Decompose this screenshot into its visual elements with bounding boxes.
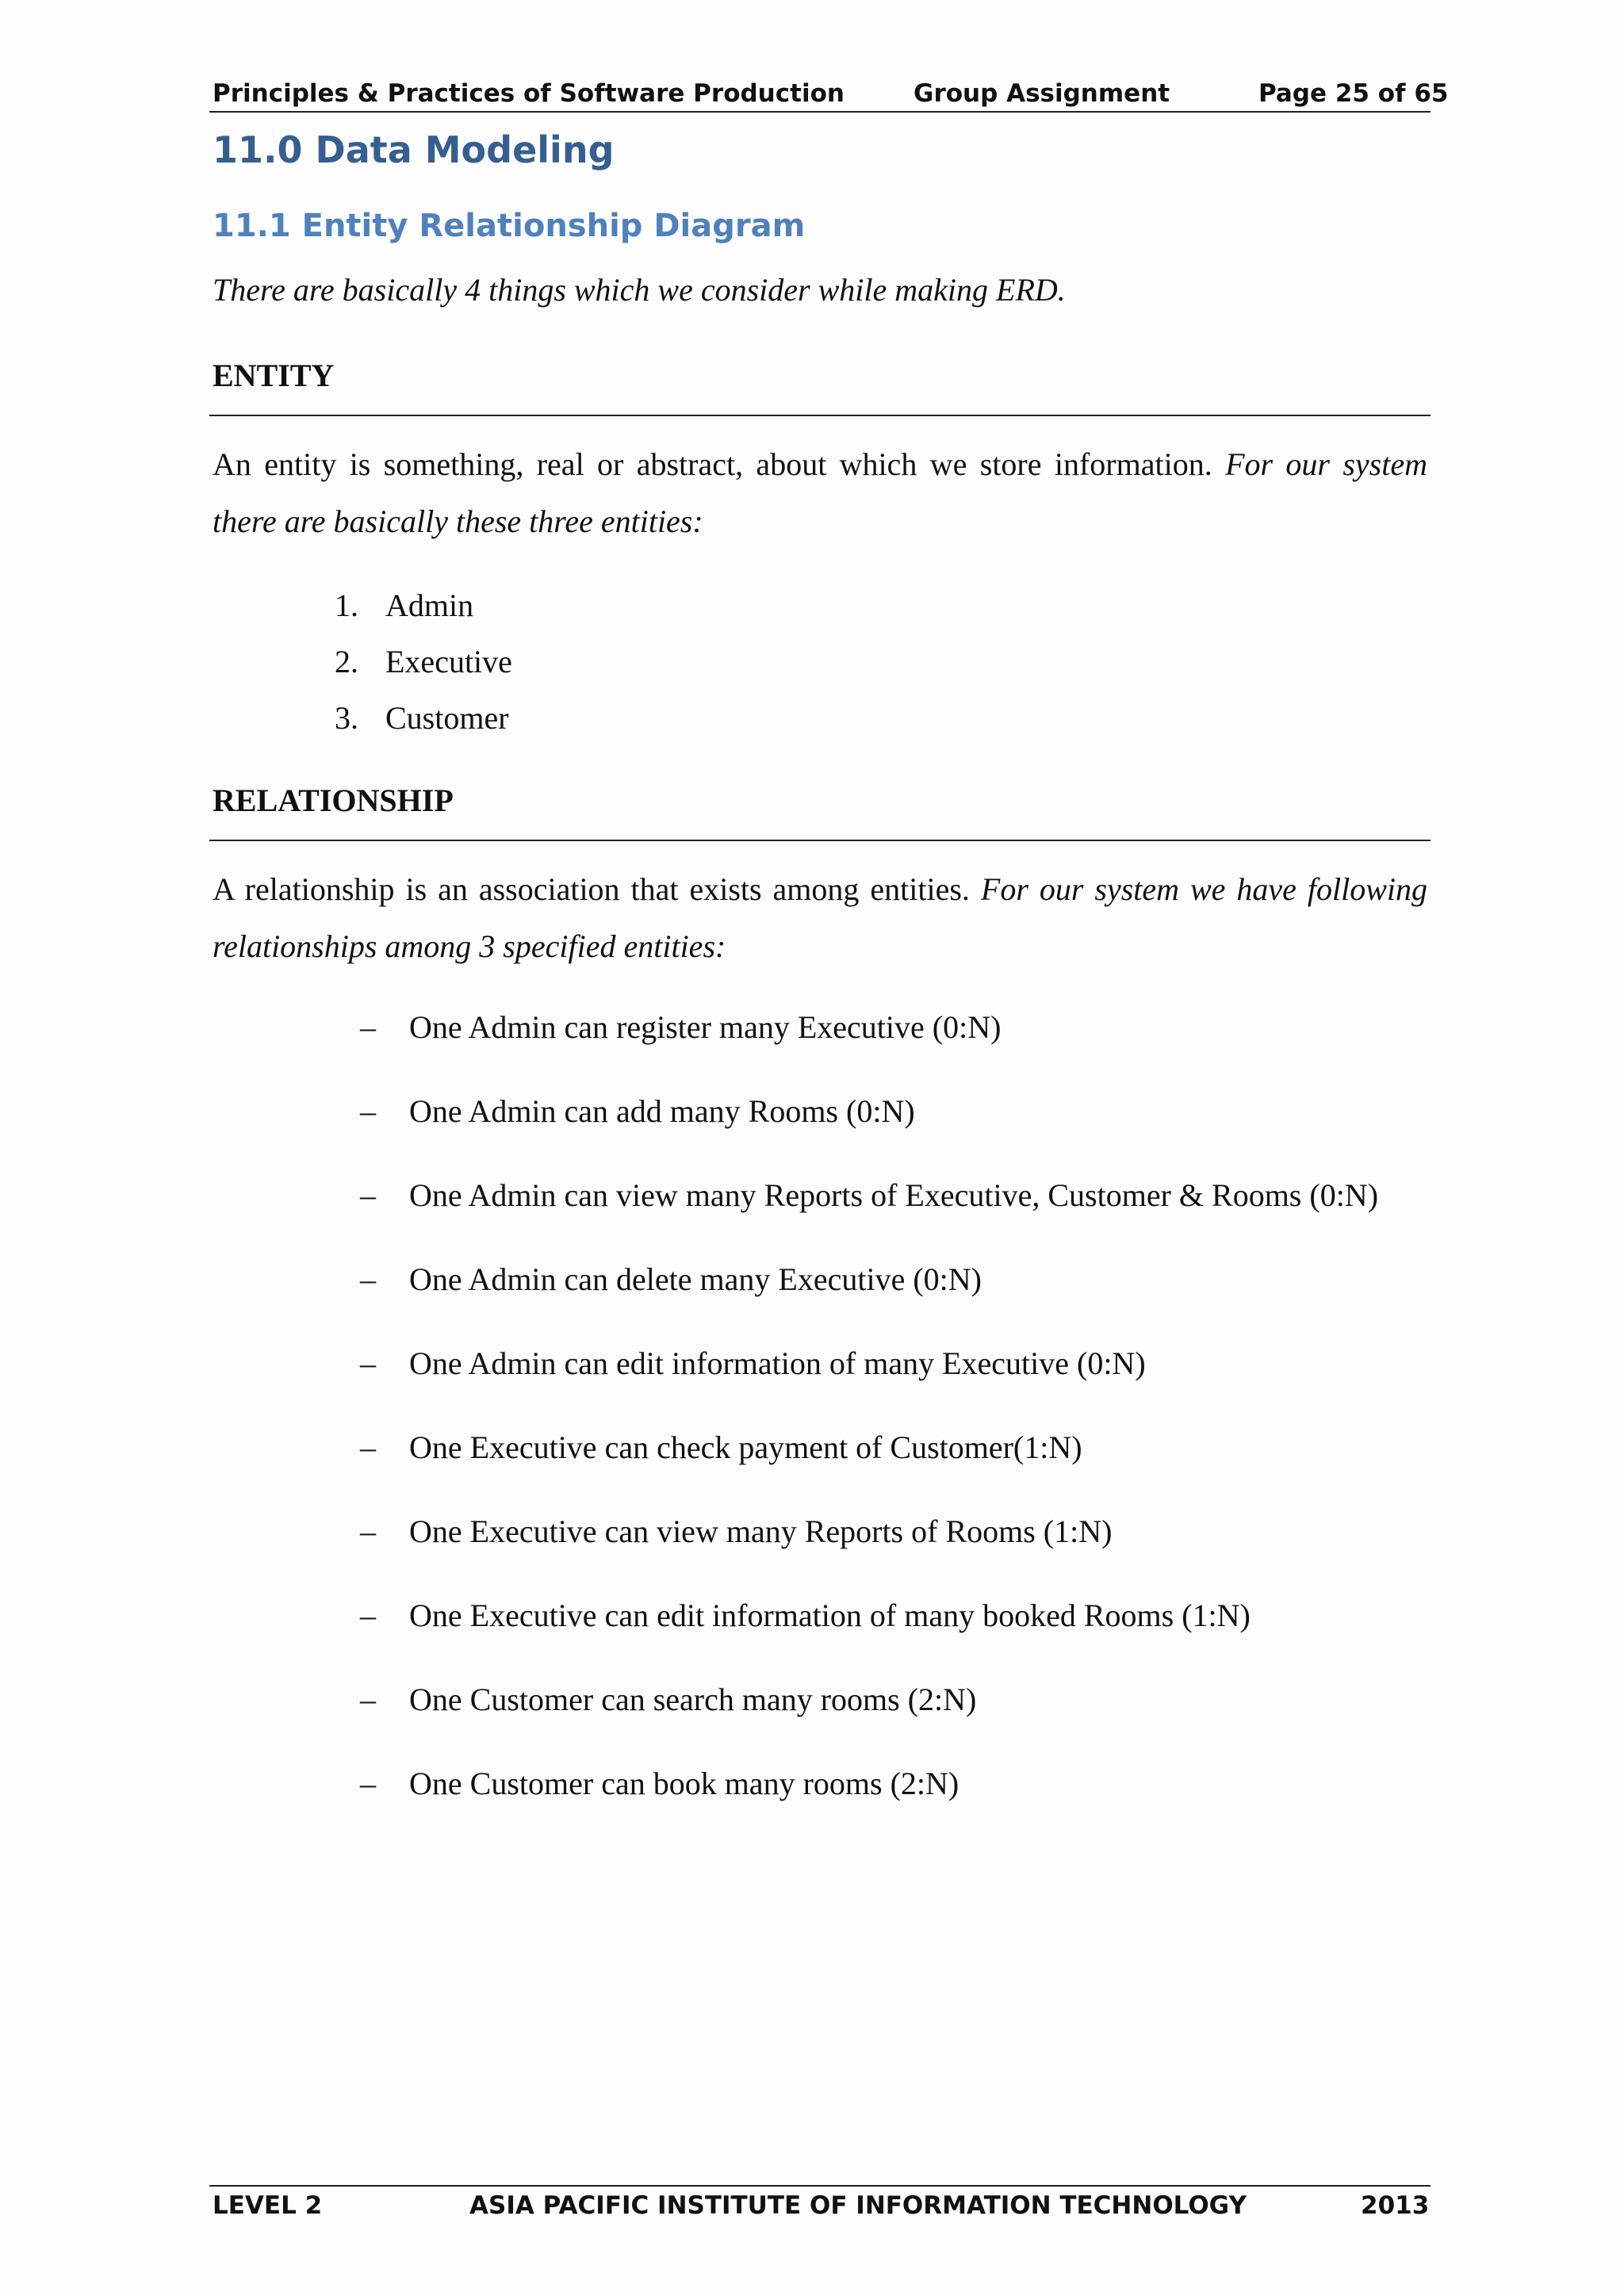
relationship-rule: [209, 840, 1431, 841]
entity-rule: [209, 415, 1431, 416]
entity-lead: For our system there are basically these three entities:: [213, 446, 1427, 539]
relationship-text: One Customer can book many rooms (2:N): [409, 1766, 959, 1801]
footer-institute: ASIA PACIFIC INSTITUTE OF INFORMATION TECHNOLOGY: [469, 2191, 1247, 2220]
relationship-text: One Admin can add many Rooms (0:N): [409, 1093, 915, 1129]
relationship-definition: A relationship is an association that exists among entities.: [213, 871, 970, 907]
list-text: Executive: [385, 644, 512, 679]
list-number: 3.: [335, 700, 358, 736]
dash-bullet: –: [360, 1093, 376, 1129]
dash-bullet: –: [360, 1682, 376, 1717]
relationship-text: One Admin can edit information of many Executive (0:N): [409, 1345, 1146, 1381]
relationship-text: One Executive can edit information of many booked Rooms (1:N): [409, 1598, 1251, 1633]
dash-bullet: –: [360, 1429, 376, 1465]
footer-year: 2013: [1361, 2191, 1430, 2220]
list-text: Admin: [385, 587, 474, 623]
dash-bullet: –: [360, 1598, 376, 1633]
intro-text: There are basically 4 things which we consider while making ERD.: [213, 272, 1066, 308]
relationship-text: One Executive can view many Reports of Rooms (1:N): [409, 1513, 1113, 1549]
dash-bullet: –: [360, 1261, 376, 1297]
header-course-title: Principles & Practices of Software Production: [213, 79, 845, 108]
dash-bullet: –: [360, 1177, 376, 1213]
entity-definition: An entity is something, real or abstract, about which we store information.: [213, 446, 1212, 482]
relationship-lead: For our system we have following relationships among 3 specified entities:: [213, 871, 1428, 964]
dash-bullet: –: [360, 1513, 376, 1549]
subsection-title: 11.1 Entity Relationship Diagram: [213, 208, 806, 244]
relationship-text: One Admin can view many Reports of Executive, Customer & Rooms (0:N): [409, 1177, 1379, 1213]
relationship-text: One Admin can delete many Executive (0:N): [409, 1261, 982, 1297]
dash-bullet: –: [360, 1009, 376, 1045]
relationship-text: One Executive can check payment of Customer(1:N): [409, 1429, 1082, 1465]
relationship-text: One Admin can register many Executive (0:N): [409, 1009, 1002, 1045]
entity-paragraph: [213, 436, 1427, 550]
dash-bullet: –: [360, 1766, 376, 1801]
list-text: Customer: [385, 700, 509, 736]
header-doc-type: Group Assignment: [914, 79, 1170, 108]
list-number: 2.: [335, 644, 358, 679]
footer-rule: [209, 2185, 1431, 2187]
entity-heading: ENTITY: [213, 358, 335, 393]
relationship-paragraph: [213, 861, 1427, 975]
header-rule: [209, 111, 1431, 113]
relationship-heading: RELATIONSHIP: [213, 783, 454, 818]
dash-bullet: –: [360, 1345, 376, 1381]
list-number: 1.: [335, 587, 358, 623]
footer-level: LEVEL 2: [213, 2191, 323, 2220]
header-page-number: Page 25 of 65: [1258, 79, 1449, 108]
relationship-text: One Customer can search many rooms (2:N): [409, 1682, 977, 1717]
section-title: 11.0 Data Modeling: [213, 128, 615, 171]
